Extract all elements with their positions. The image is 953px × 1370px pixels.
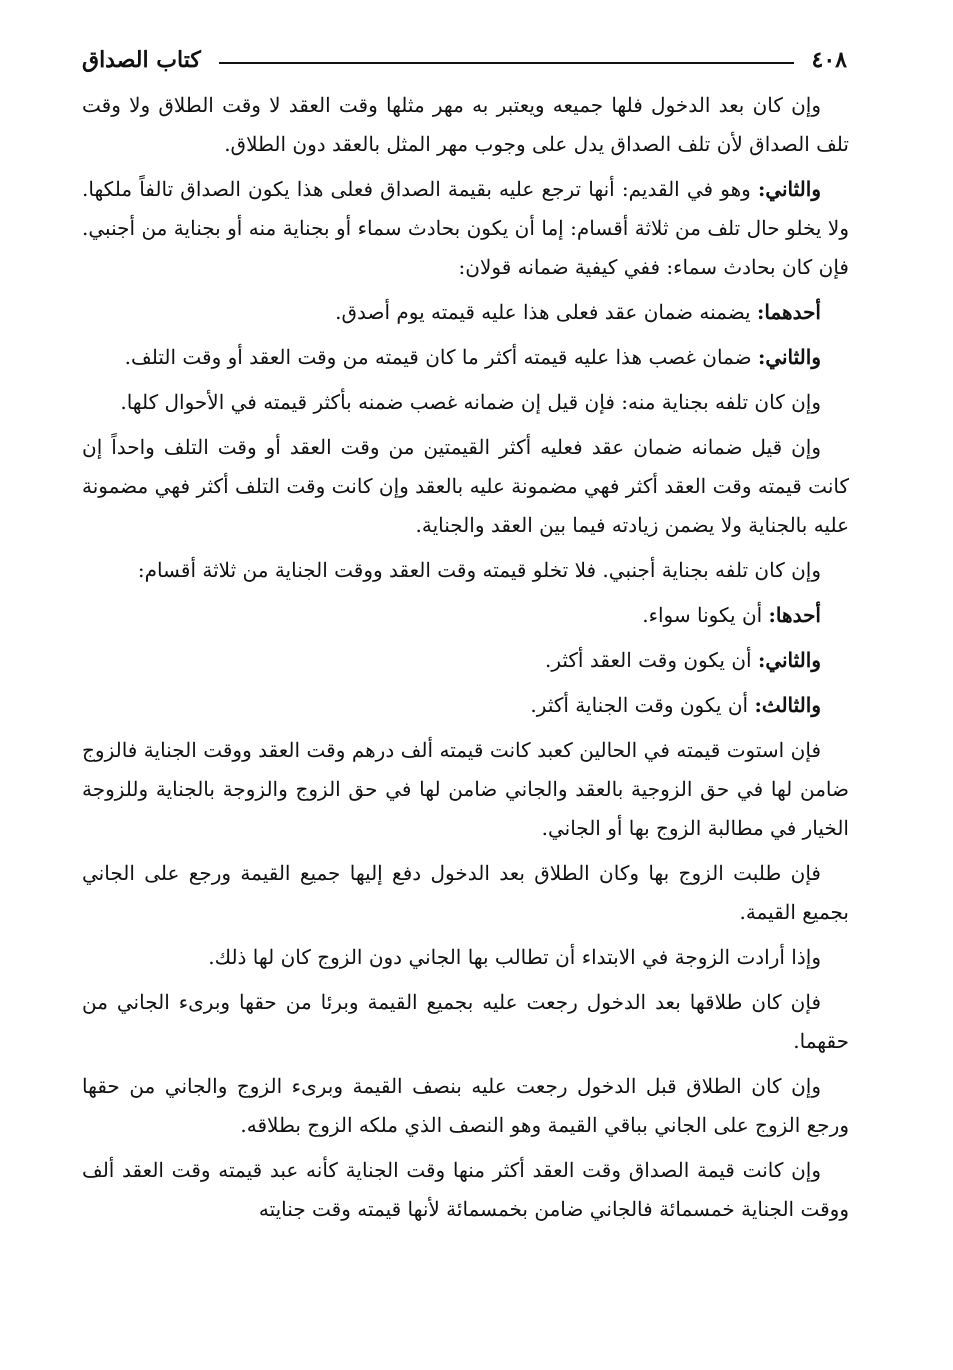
paragraph-text: وإن كانت قيمة الصداق وقت العقد أكثر منها وقت الجناية كأنه عبد قيمته وقت العقد ألف ووقت الجناية خمسمائة فالجاني ضامن بخمسمائة لأنها قيمته وقت جنايته (82, 1158, 849, 1221)
paragraph (82, 170, 849, 287)
paragraph-text: وإذا أرادت الزوجة في الابتداء أن تطالب بها الجاني دون الزوج كان لها ذلك. (208, 945, 821, 969)
paragraph-text: فإن طلبت الزوج بها وكان الطلاق بعد الدخول دفع إليها جميع القيمة ورجع على الجاني بجميع القيمة. (82, 861, 849, 924)
paragraph (82, 428, 849, 545)
paragraph (82, 641, 849, 680)
paragraph (82, 983, 849, 1061)
page-body (82, 86, 849, 1235)
paragraph (82, 86, 849, 164)
paragraph-lead: والثاني: (757, 345, 821, 369)
running-title: كتاب الصداق (82, 47, 201, 73)
paragraph-text: أن يكونا سواء. (642, 603, 769, 627)
paragraph (82, 596, 849, 635)
paragraph-text: وإن قيل ضمانه ضمان عقد فعليه أكثر القيمتين من وقت العقد أو وقت التلف واحداً إن كانت قيمته وقت العقد أكثر فهي مضمونة عليه بالعقد وإن كانت وقت التلف أكثر فهي مضمونة عليه بالجناية ولا يضمن زيادته فيما بين العقد والجناية. (82, 435, 849, 537)
paragraph (82, 338, 849, 377)
paragraph-text: ضمان غصب هذا عليه قيمته أكثر ما كان قيمته من وقت العقد أو وقت التلف. (124, 345, 758, 369)
paragraph (82, 551, 849, 590)
paragraph (82, 383, 849, 422)
page-header (82, 38, 847, 82)
page-number: ٤٠٨ (811, 47, 847, 73)
paragraph (82, 731, 849, 848)
paragraph (82, 1151, 849, 1229)
header-rule (219, 62, 794, 64)
paragraph-lead: والثالث: (754, 693, 821, 717)
paragraph-text: وإن كان بعد الدخول فلها جميعه ويعتبر به مهر مثلها وقت العقد لا وقت الطلاق ولا وقت تلف الصداق لأن تلف الصداق يدل على وجوب مهر المثل بالعقد دون الطلاق. (82, 93, 849, 156)
paragraph-lead: أحدها: (768, 603, 821, 627)
paragraph-text: فإن استوت قيمته في الحالين كعبد كانت قيمته ألف درهم وقت العقد ووقت الجناية فالزوج ضامن لها في حق الزوجية بالعقد والجاني ضامن لها في حق الزوج والزوجة بالجناية وللزوجة الخيار في مطالبة الزوج بها أو الجاني. (82, 738, 849, 840)
paragraph-lead: والثاني: (757, 648, 821, 672)
paragraph-text: وإن كان تلفه بجناية منه: فإن قيل إن ضمانه غصب ضمنه بأكثر قيمته في الأحوال كلها. (120, 390, 821, 414)
paragraph (82, 854, 849, 932)
paragraph-text: أن يكون وقت الجناية أكثر. (530, 693, 755, 717)
paragraph-text: وإن كان الطلاق قبل الدخول رجعت عليه بنصف القيمة وبرىء الزوج والجاني من حقها ورجع الزوج على الجاني بباقي القيمة وهو النصف الذي ملكه الزوج بطلاقه. (82, 1074, 849, 1137)
paragraph-text: فإن كان طلاقها بعد الدخول رجعت عليه بجميع القيمة وبرئا من حقها وبرىء الجاني من حقهما. (82, 990, 849, 1053)
paragraph-text: وإن كان تلفه بجناية أجنبي. فلا تخلو قيمته وقت العقد ووقت الجناية من ثلاثة أقسام: (137, 558, 821, 582)
paragraph-lead: أحدهما: (756, 300, 821, 324)
paragraph-lead: والثاني: (757, 177, 821, 201)
paragraph-text: وهو في القديم: أنها ترجع عليه بقيمة الصداق فعلى هذا يكون الصداق تالفاً ملكها. ولا يخلو حال تلف من ثلاثة أقسام: إما أن يكون بحادث سماء أو بجناية منه أو بجناية من أجنبي. فإن كان بحادث سماء: ففي كيفية ضمانه قولان: (82, 177, 849, 279)
paragraph-text: يضمنه ضمان عقد فعلى هذا عليه قيمته يوم أصدق. (335, 300, 757, 324)
paragraph (82, 1067, 849, 1145)
paragraph-text: أن يكون وقت العقد أكثر. (544, 648, 758, 672)
paragraph (82, 938, 849, 977)
paragraph (82, 686, 849, 725)
paragraph (82, 293, 849, 332)
